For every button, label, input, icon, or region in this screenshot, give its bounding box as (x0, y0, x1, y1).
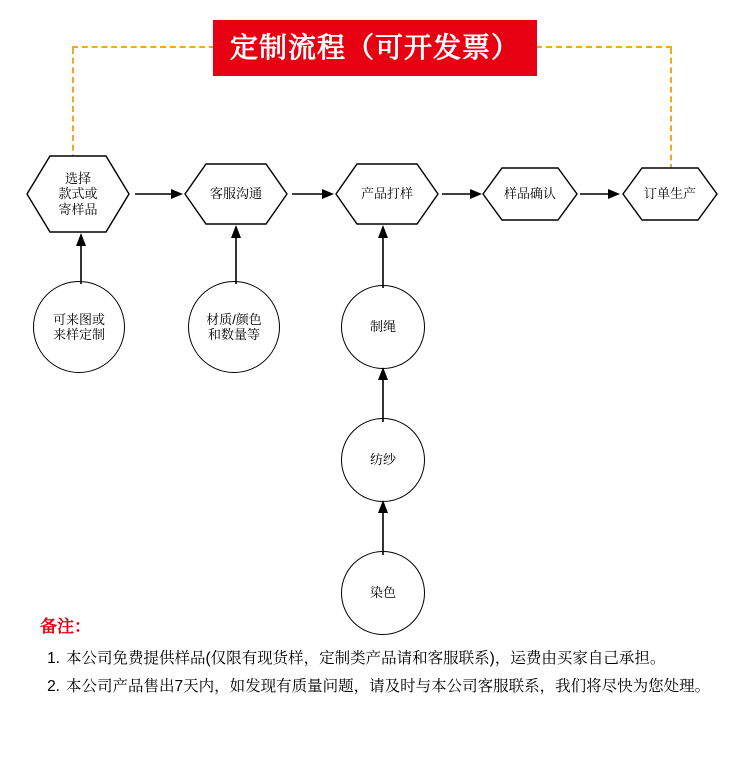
arrow-step1-step2 (135, 182, 185, 206)
arrow-sub5-sub4 (371, 499, 395, 555)
arrow-step3-step4 (442, 182, 484, 206)
flow-step-2-label: 客服沟通 (209, 186, 262, 202)
flow-step-5-label: 订单生产 (643, 186, 696, 202)
sub-node-1 (33, 281, 125, 373)
sub-node-2 (188, 281, 280, 373)
sub-node-4 (341, 418, 425, 502)
arrow-step4-step5 (580, 182, 622, 206)
sub-node-3 (341, 285, 425, 369)
sub-node-4-label: 纺纱 (369, 452, 396, 468)
sub-node-3-label: 制绳 (369, 319, 396, 335)
arrow-sub2-step2 (224, 224, 248, 284)
bracket-left-vertical (72, 48, 74, 170)
notes-title: 备注： (40, 617, 91, 636)
bracket-top-left (72, 46, 215, 48)
flow-step-4 (482, 167, 578, 221)
flow-step-1-label: 选择 款式或 寄样品 (58, 171, 98, 217)
note-item (40, 675, 730, 699)
flow-step-5 (622, 167, 718, 221)
flow-step-2 (184, 163, 288, 225)
flow-step-1 (26, 155, 130, 233)
sub-node-1-label: 可来图或 来样定制 (52, 311, 105, 342)
note-text: 本公司产品售出7天内，如发现有质量问题，请及时与本公司客服联系，我们将尽快为您处理。 (66, 678, 711, 696)
sub-node-5 (341, 551, 425, 635)
arrow-sub3-step3 (371, 224, 395, 288)
note-item (40, 647, 730, 671)
flow-step-4-label: 样品确认 (503, 186, 556, 202)
bracket-right-vertical (670, 48, 672, 170)
arrow-sub1-step1 (69, 232, 93, 284)
flow-step-3-label: 产品打样 (360, 186, 413, 202)
note-number: 2. (47, 678, 60, 696)
arrow-step2-step3 (292, 182, 336, 206)
arrow-sub4-sub3 (371, 366, 395, 422)
page-title: 定制流程（可开发票） (229, 32, 520, 63)
bracket-top-right (536, 46, 672, 48)
sub-node-2-label: 材质/颜色 和数量等 (206, 311, 262, 342)
title-banner (213, 20, 537, 76)
note-number: 1. (47, 650, 60, 667)
note-text: 本公司免费提供样品(仅限有现货样，定制类产品请和客服联系)，运费由买家自己承担。 (66, 650, 666, 667)
flow-step-3 (335, 163, 439, 225)
sub-node-5-label: 染色 (369, 585, 396, 601)
